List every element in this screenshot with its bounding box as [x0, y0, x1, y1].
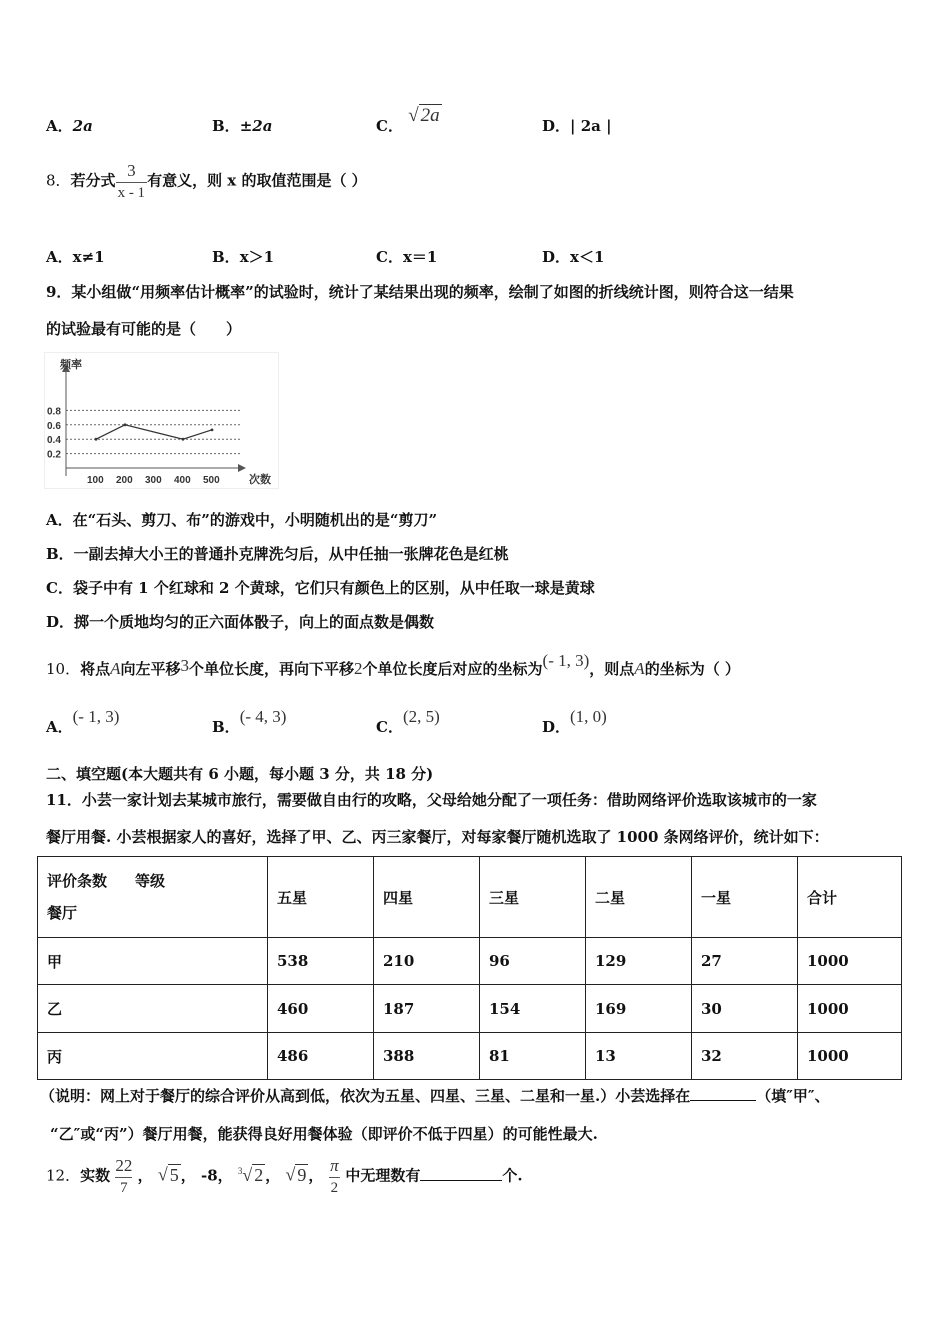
table-cell: 81	[480, 1033, 586, 1080]
q9-stem-line1: 9．某小组做“用频率估计概率”的试验时，统计了某结果出现的频率，绘制了如图的折线统计图，则符合这一结果	[46, 283, 794, 301]
q10-option-a: A．(- 1, 3)	[46, 707, 120, 736]
x-tick-label: 500	[203, 475, 220, 486]
table-cell: 460	[268, 985, 374, 1033]
y-tick-label: 0.8	[47, 406, 61, 418]
table-cell: 13	[586, 1033, 692, 1080]
q11-note-line2: “乙″或“丙”）餐厅用餐，能获得良好用餐体验（即评价不低于四星）的可能性最大.	[50, 1125, 598, 1143]
q12-stem: 12．实数 $\frac{22}{7}$ ， √ 5 ， -8， $^3$√ 2 ， √ 9 ， $\frac{\pi}{2}$ 中无理数有 个.	[46, 1156, 523, 1196]
table-row	[38, 985, 902, 1033]
q8-option-b: B．x＞1	[212, 248, 275, 266]
q11-stem-line2: 餐厅用餐. 小芸根据家人的喜好，选择了甲、乙、丙三家餐厅，对每家餐厅随机选取了 1000 条网络评价，统计如下：	[46, 828, 829, 846]
table-header-cell: 三星	[480, 857, 586, 938]
table-cell: 486	[268, 1033, 374, 1080]
sqrt-9: √ 9	[285, 1164, 307, 1185]
q12-answer-blank[interactable]	[420, 1180, 502, 1181]
q9-line-chart	[44, 352, 280, 490]
table-header-cell: 二星	[586, 857, 692, 938]
table-cell: 32	[692, 1033, 798, 1080]
table-cell: 129	[586, 938, 692, 985]
x-tick-label: 300	[145, 475, 162, 486]
q8-option-c: C．x＝1	[376, 248, 438, 266]
q10-option-c: C．(2, 5)	[376, 707, 440, 736]
q10-stem: 10．将点A向左平移3个单位长度，再向下平移2个单位长度后对应的坐标为(- 1, 3)，则点A的坐标为（ ）	[46, 651, 740, 678]
q9-option-b: B．一副去掉大小王的普通扑克牌洗匀后，从中任抽一张牌花色是红桃	[46, 545, 509, 563]
q9-option-a: A．在“石头、剪刀、布”的游戏中，小明随机出的是“剪刀”	[46, 511, 438, 529]
table-cell: 1000	[798, 1033, 902, 1080]
x-tick-label: 400	[174, 475, 191, 486]
table-corner-cell: 评价条数 等级 餐厅	[38, 857, 268, 938]
y-tick-label: 0.6	[47, 420, 61, 432]
q9-stem-line2: 的试验最有可能的是（ ）	[46, 320, 242, 338]
table-cell: 187	[374, 985, 480, 1033]
table-cell: 388	[374, 1033, 480, 1080]
table-cell: 210	[374, 938, 480, 985]
table-header-row	[38, 857, 902, 938]
fraction-22-7: $\frac{22}{7}$	[115, 1156, 133, 1196]
section-heading: 二、填空题(本大题共有 6 小题，每小题 3 分，共 18 分)	[46, 765, 434, 783]
q11-answer-blank[interactable]	[690, 1100, 756, 1101]
q8-fraction: $\frac{3}{x - 1}$	[117, 161, 146, 201]
table-row	[38, 938, 902, 985]
table-header-cell: 合计	[798, 857, 902, 938]
q8-option-a: A．x≠1	[46, 248, 105, 266]
q11-note-line1: （说明：网上对于餐厅的综合评价从高到低，依次为五星、四星、三星、二星和一星.）小芸选择在 （填″甲″、	[40, 1087, 830, 1105]
y-tick-label: 0.2	[47, 449, 61, 461]
q9-option-d: D．掷一个质地均匀的正六面体骰子，向上的面点数是偶数	[46, 613, 435, 631]
x-tick-label: 200	[116, 475, 133, 486]
table-header-cell: 一星	[692, 857, 798, 938]
q9-option-c: C．袋子中有 1 个红球和 2 个黄球，它们只有颜色上的区别，从中任取一球是黄球	[46, 579, 595, 597]
data-point	[182, 438, 185, 441]
q11-stem-line1: 11．小芸一家计划去某城市旅行，需要做自由行的攻略，父母给她分配了一项任务：借助网络评价选取该城市的一家	[46, 791, 817, 809]
table-row	[38, 1033, 902, 1080]
q7-option-a: A．2a	[46, 117, 93, 135]
table-row-name: 乙	[38, 985, 268, 1033]
table-cell: 1000	[798, 938, 902, 985]
q10-option-b: B．(- 4, 3)	[212, 707, 287, 736]
q8-option-d: D．x＜1	[542, 248, 605, 266]
q7-option-c: C． √ 2a	[376, 105, 440, 135]
q7-option-d: D．| 2a |	[542, 117, 612, 135]
q10-option-d: D．(1, 0)	[542, 707, 607, 736]
table-cell: 30	[692, 985, 798, 1033]
y-axis-label: 频率	[60, 359, 82, 371]
table-cell: 1000	[798, 985, 902, 1033]
data-point	[95, 438, 98, 441]
sqrt-2a: √ 2a	[408, 105, 440, 126]
q11-rating-table	[37, 856, 902, 1080]
data-point	[211, 428, 214, 431]
table-cell: 27	[692, 938, 798, 985]
x-tick-label: 100	[87, 475, 104, 486]
x-axis-label: 次数	[249, 474, 271, 486]
q7-option-b: B．±2a	[212, 117, 273, 135]
table-cell: 96	[480, 938, 586, 985]
table-header-cell: 四星	[374, 857, 480, 938]
y-tick-label: 0.4	[47, 435, 61, 447]
table-row-name: 丙	[38, 1033, 268, 1080]
sqrt-5: √ 5	[157, 1164, 179, 1185]
table-header-cell: 五星	[268, 857, 374, 938]
fraction-pi-2: $\frac{\pi}{2}$	[330, 1156, 339, 1196]
table-cell: 169	[586, 985, 692, 1033]
table-cell: 538	[268, 938, 374, 985]
table-cell: 154	[480, 985, 586, 1033]
table-row-name: 甲	[38, 938, 268, 985]
data-point	[124, 423, 127, 426]
cube-root-2: $^3$√ 2	[237, 1164, 264, 1185]
q8-stem: 8．若分式 $\frac{3}{x - 1}$ 有意义，则 x 的取值范围是（ ）	[46, 161, 367, 201]
